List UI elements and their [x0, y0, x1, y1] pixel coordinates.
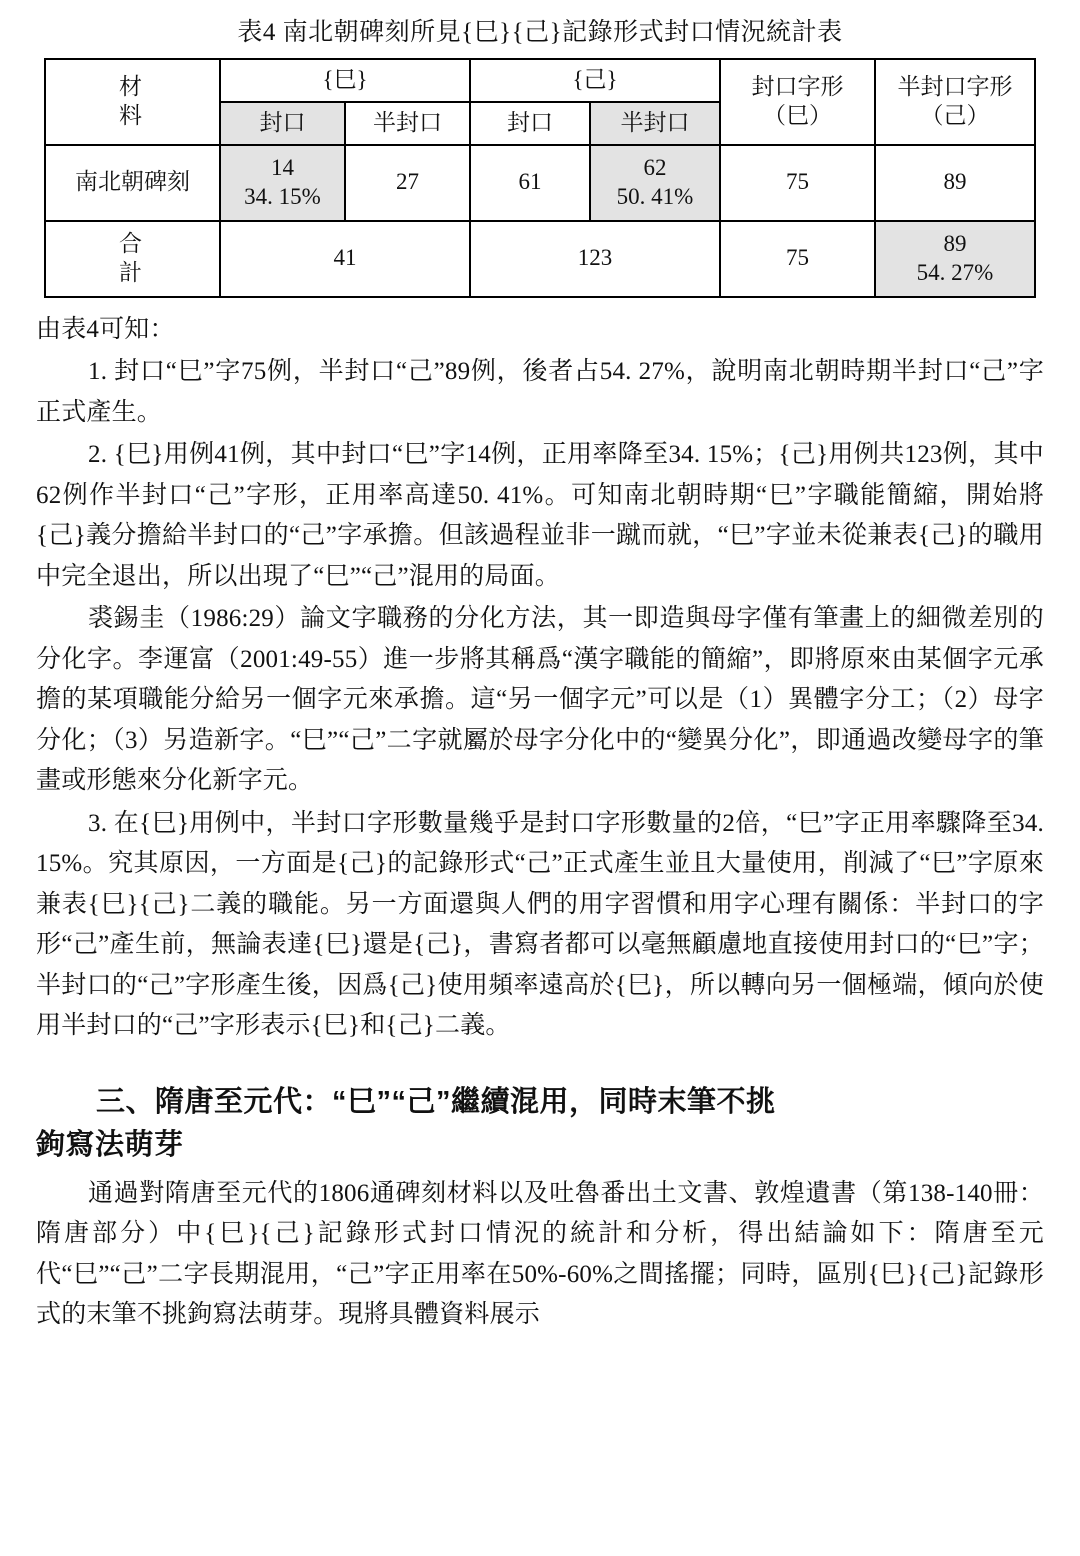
header-ji-ban: 半封口 — [590, 102, 720, 145]
header-si-feng: 封口 — [220, 102, 345, 145]
cell-ji-ban-pct: 50. 41% — [616, 183, 694, 209]
paragraph-section-intro: 通過對隋唐至元代的1806通碑刻材料以及吐魯番出土文書、敦煌遺書（第138-140冊：隋唐部分）中{巳}{己}記錄形式封口情況的統計和分析，得出結論如下：隋唐至元代“巳”“己”二字長期混用，“己”字正用率在50%-60%之間搖擺；同時，區別{巳}{己}記錄形式的末筆不挑鉤寫法萌芽。現將具體資料展示 — [36, 1179, 1044, 1328]
section-body-block — [36, 1174, 1044, 1336]
cell-ji-feng: 61 — [470, 145, 590, 221]
paragraph-item-2: 2. {巳}用例41例，其中封口“巳”字14例，正用率降至34. 15%；{己}用例共123例，其中62例作半封口“己”字形，正用率高達50. 41%。可知南北朝時期“巳”字職能簡縮，開始將{己}義分擔給半封口的“己”字承擔。但該過程並非一蹴而就，“巳”字並未從兼表{己}的職用中完全退出，所以出現了“巳”“己”混用的局面。 — [36, 441, 1044, 590]
paragraph-lead: 由表4可知： — [36, 315, 175, 343]
cell-ji-total: 123 — [470, 221, 720, 297]
paragraph-item-3: 裘錫圭（1986:29）論文字職務的分化方法，其一即造與母字僅有筆畫上的細微差別的分化字。李運富（2001:49-55）進一步將其稱爲“漢字職能的簡縮”，即將原來由某個字元承擔的某項職能分給另一個字元來承擔。這“另一個字元”可以是（1）異體字分工；（2）母字分化；（3）另造新字。“巳”“己”二字就屬於母字分化中的“變異分化”，即通過改變母字的筆畫或形態來分化新字元。 — [36, 605, 1044, 794]
table-row — [45, 221, 1035, 297]
body-text-block — [36, 310, 1044, 1047]
header-material: 材 料 — [45, 59, 220, 145]
cell-si-feng — [220, 145, 345, 221]
header-ban-ji — [875, 59, 1035, 145]
cell-ji-ban — [590, 145, 720, 221]
header-group-ji: {己} — [470, 59, 720, 102]
table-caption: 表4 南北朝碑刻所見{巳}{己}記錄形式封口情況統計表 — [237, 19, 843, 46]
header-feng-si-line2: （巳） — [763, 102, 832, 128]
statistics-table — [44, 58, 1036, 298]
header-ban-ji-line1: 半封口字形 — [897, 74, 1013, 99]
cell-ban-ji-grand-total — [875, 221, 1035, 297]
table-header-row-1 — [45, 59, 1035, 102]
header-si-ban: 半封口 — [345, 102, 470, 145]
row-label-total: 合 計 — [45, 221, 220, 297]
cell-si-feng-count: 14 — [271, 154, 294, 180]
header-ban-ji-line2: （己） — [920, 102, 990, 128]
header-ji-feng: 封口 — [470, 102, 590, 145]
cell-feng-si-total: 75 — [720, 145, 875, 221]
cell-ban-ji-total-pct: 54. 27% — [916, 259, 994, 285]
section-heading-line1: 三、隋唐至元代：“巳”“己”繼續混用，同時末筆不挑 — [96, 1085, 776, 1118]
section-heading — [36, 1081, 1044, 1168]
section-heading-line2: 鉤寫法萌芽 — [36, 1129, 184, 1161]
row-label-beichao: 南北朝碑刻 — [45, 145, 220, 221]
cell-si-feng-pct: 34. 15% — [244, 183, 321, 209]
cell-si-total: 41 — [220, 221, 470, 297]
cell-feng-si-grand-total: 75 — [720, 221, 875, 297]
paragraph-item-1: 1. 封口“巳”字75例，半封口“己”89例，後者占54. 27%，說明南北朝時期半封口“己”字正式產生。 — [36, 358, 1044, 426]
table-row — [45, 145, 1035, 221]
cell-si-ban: 27 — [345, 145, 470, 221]
cell-ban-ji-total: 89 — [875, 145, 1035, 221]
header-group-si: {巳} — [220, 59, 470, 102]
paragraph-item-4: 3. 在{巳}用例中，半封口字形數量幾乎是封口字形數量的2倍，“巳”字正用率驟降至34. 15%。究其原因，一方面是{己}的記錄形式“己”正式產生並且大量使用，削減了“巳”字原來兼表{巳}{己}二義的職能。另一方面還與人們的用字習慣和用字心理有關係：半封口的字形“己”產生前，無論表達{巳}還是{己}，書寫者都可以毫無顧慮地直接使用封口的“巳”字；半封口的“己”字形產生後，因爲{己}使用頻率遠高於{巳}，所以轉向另一個極端，傾向於使用半封口的“己”字形表示{巳}和{己}二義。 — [36, 809, 1044, 1039]
header-feng-si-line1: 封口字形 — [751, 74, 844, 99]
cell-ban-ji-total-count: 89 — [943, 230, 967, 256]
cell-ji-ban-count: 62 — [643, 154, 667, 180]
header-feng-si — [720, 59, 875, 145]
